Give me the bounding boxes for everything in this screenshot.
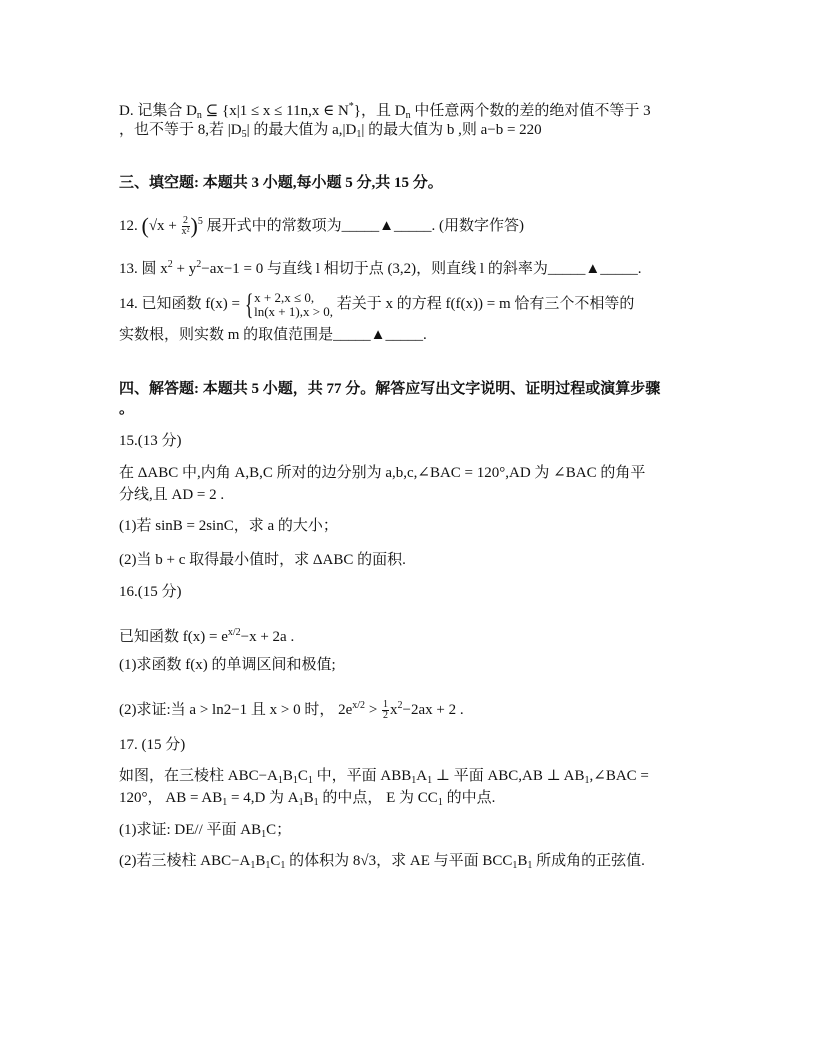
question-16-part1: (1)求函数 f(x) 的单调区间和极值; xyxy=(119,657,336,673)
exponent: 5 xyxy=(197,216,203,227)
text: 中，平面 ABB xyxy=(312,768,412,784)
question-15-title: 15.(13 分) xyxy=(119,433,182,449)
text: C xyxy=(297,768,308,784)
question-15-stem-line1: 在 ΔABC 中,内角 A,B,C 所对的边分别为 a,b,c,∠BAC = 120°,AD 为 ∠BAC 的角平 xyxy=(119,465,646,481)
section3-heading: 三、填空题: 本题共 3 小题,每小题 5 分,共 15 分。 xyxy=(119,175,443,191)
text: (1)求证: DE// 平面 AB xyxy=(119,822,262,838)
text: 若关于 x 的方程 f(f(x)) = m 恰有三个不相等的 xyxy=(333,296,635,312)
subscript: 1 xyxy=(437,797,443,808)
subscript: 1 xyxy=(427,775,433,786)
question-14-line2: 实数根，则实数 m 的取值范围是_____▲_____. xyxy=(119,327,427,343)
subscript: 1 xyxy=(298,797,304,808)
text: 所成角的正弦值. xyxy=(532,853,645,869)
sqrt-term: √x xyxy=(148,218,165,234)
text: = 4,D 为 A xyxy=(227,790,299,806)
text: 的中点， E 为 CC xyxy=(318,790,438,806)
text: C xyxy=(270,853,281,869)
text: −2ax + 2 . xyxy=(402,702,464,718)
fraction xyxy=(182,216,190,237)
text: x xyxy=(390,702,398,718)
text: 已知函数 f(x) = e xyxy=(119,629,228,645)
text: (2)若三棱柱 ABC−A xyxy=(119,853,251,869)
superscript: 2 xyxy=(196,259,202,270)
text: }，且 D xyxy=(353,103,406,119)
fraction xyxy=(382,700,389,721)
superscript: 2 xyxy=(167,259,173,270)
subscript: 1 xyxy=(512,860,518,871)
piecewise-cases xyxy=(254,291,333,319)
text: 中任意两个数的差的绝对值不等于 3 xyxy=(410,103,651,119)
text: + xyxy=(164,218,181,234)
question-15-stem-line2: 分线,且 AD = 2 . xyxy=(119,487,225,503)
subscript: 1 xyxy=(265,860,271,871)
exponent: x/2 xyxy=(227,627,241,638)
text: 展开式中的常数项为_____▲_____. (用数字作答) xyxy=(202,218,524,234)
text: 14. 已知函数 f(x) = xyxy=(119,296,244,312)
subscript: 1 xyxy=(356,129,362,140)
question-12 xyxy=(119,212,524,237)
text: D. 记集合 D xyxy=(119,103,197,119)
text: 如图，在三棱柱 ABC−A xyxy=(119,768,278,784)
question-16-title: 16.(15 分) xyxy=(119,584,182,600)
subscript: 1 xyxy=(584,775,590,786)
text: > xyxy=(365,702,382,718)
question-17-stem-line2 xyxy=(119,788,495,813)
subscript: 1 xyxy=(527,860,533,871)
subscript: 1 xyxy=(411,775,417,786)
text: + y xyxy=(172,261,197,277)
text: ⊆ {x|1 ≤ x ≤ 11n,x ∈ N xyxy=(201,103,349,119)
subscript: 1 xyxy=(307,775,313,786)
text: | 的最大值为 a,|D xyxy=(246,122,357,138)
text: B xyxy=(282,768,293,784)
text: −ax−1 = 0 与直线 l 相切于点 (3,2)，则直线 l 的斜率为_____▲_____. xyxy=(201,261,642,277)
subscript: 5 xyxy=(241,129,247,140)
subscript: n xyxy=(196,110,202,121)
question-17-part2 xyxy=(119,851,645,876)
subscript: 1 xyxy=(280,860,286,871)
question-16-part2 xyxy=(119,696,464,721)
text: −x + 2a . xyxy=(240,629,295,645)
question-17-title: 17. (15 分) xyxy=(119,737,186,753)
text: B xyxy=(303,790,314,806)
subscript: n xyxy=(405,110,411,121)
text: C； xyxy=(266,822,292,838)
question-13 xyxy=(119,255,641,279)
fraction-numerator: 2 xyxy=(183,215,189,227)
text: A xyxy=(416,768,428,784)
subscript: 1 xyxy=(250,860,256,871)
fraction-denominator: x² xyxy=(181,226,190,238)
paren-close: ) xyxy=(190,213,198,238)
subscript: 1 xyxy=(222,797,228,808)
subscript: 1 xyxy=(277,775,283,786)
question-15-part1: (1)若 sinB = 2sinC，求 a 的大小； xyxy=(119,518,338,534)
exponent: x/2 xyxy=(352,700,366,711)
case-2: ln(x + 1),x > 0, xyxy=(254,303,334,319)
paren-open: ( xyxy=(141,213,149,238)
fraction-denominator: 2 xyxy=(383,710,389,722)
text: 的体积为 8√3，求 AE 与平面 BCC xyxy=(285,853,513,869)
question-15-part2: (2)当 b + c 取得最小值时，求 ΔABC 的面积. xyxy=(119,552,406,568)
question-16-stem xyxy=(119,623,294,647)
text: B xyxy=(255,853,266,869)
subscript: 1 xyxy=(261,829,267,840)
fraction-numerator: 1 xyxy=(383,699,389,711)
subscript: 1 xyxy=(292,775,298,786)
question-number: 12. xyxy=(119,218,142,234)
option-d-line2 xyxy=(119,120,542,145)
subscript: 1 xyxy=(313,797,319,808)
text: (2)求证:当 a > ln2−1 且 x > 0 时， 2e xyxy=(119,702,353,718)
text: | 的最大值为 b ,则 a−b = 220 xyxy=(361,122,542,138)
text: ,∠BAC = xyxy=(589,768,649,784)
question-14-line1 xyxy=(119,287,634,321)
superscript: 2 xyxy=(397,700,403,711)
text: ⊥ 平面 ABC,AB ⊥ AB xyxy=(432,768,585,784)
text: ，也不等于 8,若 |D xyxy=(119,122,242,138)
left-brace: { xyxy=(244,287,254,321)
text: 120°， AB = AB xyxy=(119,790,223,806)
question-17-part1 xyxy=(119,820,291,845)
superscript: * xyxy=(348,101,354,112)
case-1: x + 2,x ≤ 0, xyxy=(254,289,315,305)
section4-heading: 四、解答题: 本题共 5 小题，共 77 分。解答应写出文字说明、证明过程或演算步骤 xyxy=(119,381,661,397)
section4-heading-end: 。 xyxy=(119,401,135,417)
text: 的中点. xyxy=(442,790,496,806)
text: 13. 圆 x xyxy=(119,261,168,277)
text: B xyxy=(517,853,528,869)
